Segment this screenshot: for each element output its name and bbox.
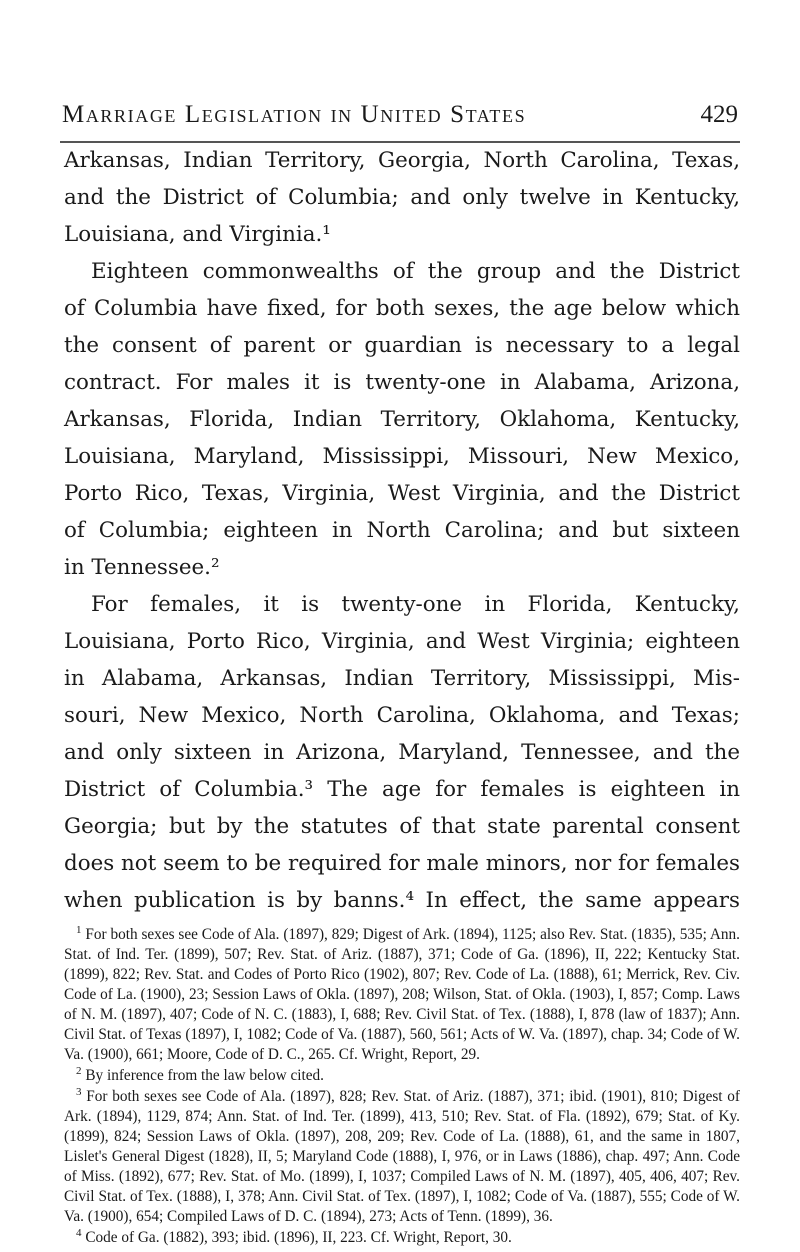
body-line: and only sixteen in Arizona, Maryland, Tennessee, and the: [64, 740, 740, 765]
footnote-text: Code of Ga. (1882), 393; ibid. (1896), II, 223. Cf. Wright, Report, 30.: [85, 1229, 512, 1246]
body-line: does not seem to be required for male minors, nor for females: [64, 851, 740, 876]
body-line: For females, it is twenty-one in Florida, Kentucky,: [91, 592, 740, 617]
body-line: Eighteen commonwealths of the group and the District: [91, 259, 740, 284]
body-line: the consent of parent or guardian is necessary to a legal: [64, 333, 740, 358]
header-rule: [60, 141, 740, 143]
body-line: Louisiana, Maryland, Mississippi, Missouri, New Mexico,: [64, 444, 740, 469]
footnote-text: By inference from the law below cited.: [85, 1067, 324, 1084]
body-line: Arkansas, Indian Territory, Georgia, North Carolina, Texas,: [64, 148, 740, 173]
body-line: Louisiana, Porto Rico, Virginia, and West Virginia; eighteen: [64, 629, 740, 654]
page-number: 429: [700, 101, 738, 128]
body-line: of Columbia; eighteen in North Carolina; and but sixteen: [64, 518, 740, 543]
body-line: Louisiana, and Virginia.¹: [64, 222, 331, 247]
body-line: in Tennessee.²: [64, 555, 220, 580]
footnote-1: [64, 925, 740, 1065]
body-line: District of Columbia.³ The age for females is eighteen in: [64, 777, 740, 802]
body-line: contract. For males it is twenty-one in Alabama, Arizona,: [64, 370, 740, 395]
running-title: Marriage Legislation in United States: [62, 101, 527, 128]
footnote-text: For both sexes see Code of Ala. (1897), 828; Rev. Stat. of Ariz. (1887), 371; ibid. (1901), 810; Digest of Ark. (1894), 1129, 874; Ann. Stat. of Ind. Ter. (1899), 413, 510; Rev. Stat. of Fla. (1892), 679; Stat. of Ky. (1899), 824; Session Laws of Okla. (1897), 208, 209; Rev. Code of La. (1888), 61, and the same in 1807, Lislet's General Digest (1828), II, 5; Maryland Code (1888), I, 976, or in Laws (1886), chap. 497; Ann. Code of Miss. (1892), 677; Rev. Stat. of Mo. (1899), I, 1037; Compiled Laws of N. M. (1897), 405, 406, 407; Rev. Civil Stat. of Tex. (1888), I, 378; Ann. Civil Stat. of Tex. (1897), I, 1082; Code of Va. (1887), 555; Code of W. Va. (1900), 654; Compiled Laws of D. C. (1894), 273; Acts of Tenn. (1899), 36.: [64, 1088, 740, 1225]
footnote-2: [64, 1066, 740, 1086]
body-line: Arkansas, Florida, Indian Territory, Oklahoma, Kentucky,: [64, 407, 740, 432]
body-line: in Alabama, Arkansas, Indian Territory, Mississippi, Mis-: [64, 666, 740, 691]
footnote-text: For both sexes see Code of Ala. (1897), 829; Digest of Ark. (1894), 1125; also Rev. Stat. (1835), 535; Ann. Stat. of Ind. Ter. (1899), 507; Rev. Stat. of Ariz. (1887), 371; Code of Ga. (1896), II, 222; Kentucky Stat. (1899), 822; Rev. Stat. and Codes of Porto Rico (1902), 807; Rev. Code of La. (1888), 61; Merrick, Rev. Civ. Code of La. (1900), 23; Session Laws of Okla. (1897), 208; Wilson, Stat. of Okla. (1903), I, 857; Comp. Laws of N. M. (1897), 407; Code of N. C. (1883), I, 688; Rev. Civil Stat. of Tex. (1888), I, 878 (law of 1837); Ann. Civil Stat. of Texas (1897), I, 1082; Code of Va. (1887), 560, 561; Acts of W. Va. (1897), chap. 34; Code of W. Va. (1900), 661; Moore, Code of D. C., 265. Cf. Wright, Report, 29.: [64, 926, 740, 1063]
footnote-label: 2: [76, 1064, 82, 1077]
footnote-3: [64, 1087, 740, 1227]
footnote-label: 4: [76, 1226, 82, 1239]
body-line: of Columbia have fixed, for both sexes, the age below which: [64, 296, 740, 321]
footnote-4: [64, 1228, 740, 1248]
running-header: [62, 101, 738, 135]
body-line: Porto Rico, Texas, Virginia, West Virginia, and the District: [64, 481, 740, 506]
body-line: and the District of Columbia; and only twelve in Kentucky,: [64, 185, 740, 210]
footnote-label: 1: [76, 923, 82, 936]
body-line: Georgia; but by the statutes of that state parental consent: [64, 814, 740, 839]
body-line: when publication is by banns.⁴ In effect, the same appears: [64, 888, 740, 913]
footnote-label: 3: [76, 1085, 82, 1098]
body-line: souri, New Mexico, North Carolina, Oklahoma, and Texas;: [64, 703, 740, 728]
